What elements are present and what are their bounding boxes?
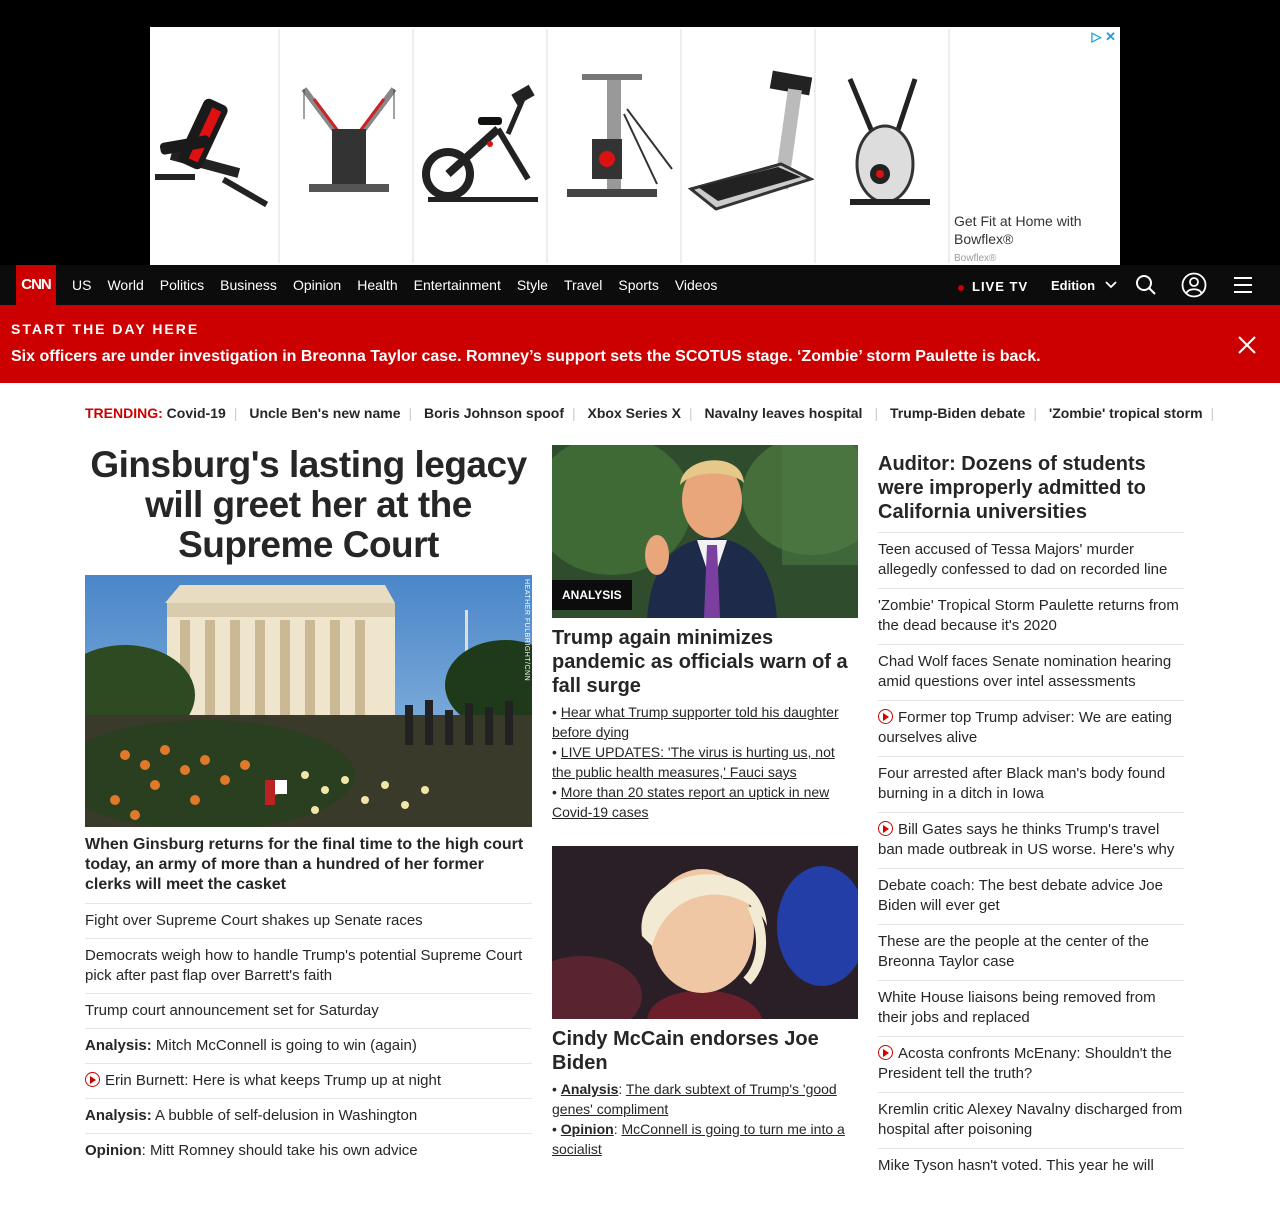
middle-column bbox=[552, 445, 858, 1159]
breaking-banner[interactable] bbox=[0, 305, 1280, 383]
trending-item[interactable]: Navalny leaves hospital bbox=[704, 405, 863, 421]
trending-bar: TRENDING: Covid-19 | Uncle Ben's new name | Boris Johnson spoof | Xbox Series X | Navalny leaves hospital | Trump-Biden debate | 'Zombie' tropical storm | bbox=[85, 405, 1215, 421]
live-dot-icon bbox=[958, 285, 964, 291]
close-icon[interactable] bbox=[1236, 334, 1258, 356]
nav-link-travel[interactable]: Travel bbox=[563, 277, 603, 293]
right-column bbox=[878, 452, 1184, 1184]
column-headline[interactable]: Auditor: Dozens of students were improperly admitted to California universities bbox=[878, 452, 1184, 533]
list-item[interactable]: Former top Trump adviser: We are eating ourselves alive bbox=[878, 701, 1184, 757]
search-icon[interactable] bbox=[1134, 273, 1158, 297]
related-link[interactable]: McConnell is going to turn me into a socialist bbox=[552, 1121, 845, 1157]
live-tv-label: LIVE TV bbox=[972, 279, 1029, 294]
nav-link-world[interactable]: World bbox=[107, 277, 144, 293]
list-item[interactable]: Bill Gates says he thinks Trump's travel ban made outbreak in US worse. Here's why bbox=[878, 813, 1184, 869]
list-item[interactable]: Analysis: Mitch McConnell is going to win (again) bbox=[85, 1029, 532, 1064]
nav-link-style[interactable]: Style bbox=[516, 277, 548, 293]
list-item[interactable]: Erin Burnett: Here is what keeps Trump up at night bbox=[85, 1064, 532, 1099]
menu-icon[interactable] bbox=[1231, 273, 1255, 297]
analysis-prefix[interactable]: Analysis bbox=[560, 1081, 619, 1097]
trending-item[interactable]: Uncle Ben's new name bbox=[249, 405, 401, 421]
analysis-badge: ANALYSIS bbox=[552, 580, 632, 610]
trending-label: TRENDING: bbox=[85, 405, 163, 421]
list-item[interactable]: Acosta confronts McEnany: Shouldn't the President tell the truth? bbox=[878, 1037, 1184, 1093]
list-item[interactable]: Teen accused of Tessa Majors' murder allegedly confessed to dad on recorded line bbox=[878, 533, 1184, 589]
related-links: • Hear what Trump supporter told his daughter before dying • LIVE UPDATES: 'The virus is hurting us, not the public health measures,' Fauci says • More than 20 states report an uptick in new Covid-19 cases bbox=[552, 704, 839, 820]
hero-headline[interactable]: Ginsburg's lasting legacy will greet her at the Supreme Court bbox=[90, 444, 527, 565]
trending-item[interactable]: Trump-Biden debate bbox=[889, 405, 1026, 421]
analysis-prefix: Analysis: bbox=[85, 1037, 152, 1054]
trending-item[interactable]: 'Zombie' tropical storm bbox=[1048, 405, 1203, 421]
trending-item[interactable]: Boris Johnson spoof bbox=[424, 405, 565, 421]
nav-link-business[interactable]: Business bbox=[220, 277, 277, 293]
list-item[interactable]: White House liaisons being removed from their jobs and replaced bbox=[878, 981, 1184, 1037]
ad-product-bench[interactable] bbox=[150, 29, 280, 263]
hero-caption[interactable]: When Ginsburg returns for the final time to the high court today, an army of more than a hundred of her former clerks will meet the casket bbox=[85, 835, 532, 904]
nav-link-health[interactable]: Health bbox=[357, 277, 398, 293]
list-item[interactable]: Opinion: Mitt Romney should take his own advice bbox=[85, 1142, 418, 1159]
nav-links bbox=[72, 265, 733, 305]
edition-label: Edition bbox=[1051, 278, 1096, 293]
list-item[interactable]: 'Zombie' Tropical Storm Paulette returns from the dead because it's 2020 bbox=[878, 589, 1184, 645]
play-icon bbox=[85, 1072, 100, 1087]
nav-link-opinion[interactable]: Opinion bbox=[292, 277, 342, 293]
ad-band bbox=[0, 0, 1280, 265]
play-icon bbox=[878, 709, 893, 724]
nav-link-videos[interactable]: Videos bbox=[674, 277, 718, 293]
edition-dropdown[interactable] bbox=[1051, 278, 1117, 293]
ad-product-home-gym[interactable] bbox=[284, 29, 414, 263]
nav-link-politics[interactable]: Politics bbox=[159, 277, 205, 293]
play-icon bbox=[878, 1045, 893, 1060]
card-headline[interactable]: Cindy McCain endorses Joe Biden bbox=[552, 1028, 819, 1074]
related-link[interactable]: More than 20 states report an uptick in new Covid-19 cases bbox=[552, 784, 830, 820]
nav-link-us[interactable]: US bbox=[72, 277, 92, 293]
ad-brand[interactable]: Bowflex® bbox=[954, 253, 997, 264]
live-tv-link[interactable] bbox=[958, 279, 1028, 294]
trending-item[interactable]: Covid-19 bbox=[166, 405, 226, 421]
ad-product-max-trainer[interactable] bbox=[820, 29, 950, 263]
list-item[interactable]: Mike Tyson hasn't voted. This year he will bbox=[878, 1157, 1154, 1174]
list-item[interactable]: Trump court announcement set for Saturday bbox=[85, 994, 532, 1029]
ad-headline[interactable]: Get Fit at Home with Bowflex® bbox=[954, 213, 1082, 247]
ad-product-treadmill[interactable] bbox=[686, 29, 816, 263]
list-item[interactable]: Democrats weigh how to handle Trump's potential Supreme Court pick after past flap over Barrett's faith bbox=[85, 939, 532, 994]
top-nav bbox=[0, 265, 1280, 305]
analysis-prefix: Analysis: bbox=[85, 1107, 152, 1124]
list-item[interactable]: Chad Wolf faces Senate nomination hearing amid questions over intel assessments bbox=[878, 645, 1184, 701]
nav-link-sports[interactable]: Sports bbox=[618, 277, 659, 293]
list-item[interactable]: Kremlin critic Alexey Navalny discharged from hospital after poisoning bbox=[878, 1093, 1184, 1149]
photo-credit: HEATHER FULBRIGHT/CNN bbox=[523, 579, 530, 682]
lead-column bbox=[85, 445, 532, 1168]
nav-link-entertainment[interactable]: Entertainment bbox=[413, 277, 501, 293]
list-item[interactable]: Four arrested after Black man's body found burning in a ditch in Iowa bbox=[878, 757, 1184, 813]
trump-image[interactable] bbox=[552, 445, 858, 618]
hero-image[interactable] bbox=[85, 575, 532, 827]
related-link[interactable]: The dark subtext of Trump's 'good genes' compliment bbox=[552, 1081, 837, 1117]
ad-product-exercise-bike[interactable] bbox=[418, 29, 548, 263]
chevron-down-icon bbox=[1105, 280, 1117, 290]
banner-text[interactable]: Six officers are under investigation in Breonna Taylor case. Romney’s support sets the SCOTUS stage. ‘Zombie’ storm Paulette is back. bbox=[11, 348, 1041, 365]
list-item[interactable]: These are the people at the center of the Breonna Taylor case bbox=[878, 925, 1184, 981]
related-link[interactable]: Hear what Trump supporter told his daughter before dying bbox=[552, 704, 839, 740]
related-link[interactable]: LIVE UPDATES: 'The virus is hurting us, not the public health measures,' Fauci says bbox=[552, 744, 835, 780]
opinion-prefix[interactable]: Opinion bbox=[560, 1121, 614, 1137]
ad-product-home-gym-rods[interactable] bbox=[552, 29, 682, 263]
list-item[interactable]: Debate coach: The best debate advice Joe Biden will ever get bbox=[878, 869, 1184, 925]
banner-kicker: START THE DAY HERE bbox=[11, 321, 200, 337]
ad-banner[interactable] bbox=[150, 27, 1120, 265]
ad-choices-icon[interactable]: ▷ ✕ bbox=[1091, 29, 1116, 44]
play-icon bbox=[878, 821, 893, 836]
mccain-image[interactable] bbox=[552, 846, 858, 1019]
trending-item[interactable]: Xbox Series X bbox=[587, 405, 681, 421]
list-item[interactable]: Fight over Supreme Court shakes up Senate races bbox=[85, 904, 532, 939]
account-icon[interactable] bbox=[1181, 272, 1207, 298]
opinion-prefix: Opinion bbox=[85, 1142, 142, 1159]
card-headline[interactable]: Trump again minimizes pandemic as officials warn of a fall surge bbox=[552, 627, 848, 697]
related-links: • Analysis: The dark subtext of Trump's 'good genes' compliment • Opinion: McConnell is going to turn me into a socialist bbox=[552, 1081, 845, 1157]
list-item[interactable]: Analysis: A bubble of self-delusion in Washington bbox=[85, 1099, 532, 1134]
cnn-logo[interactable]: CNN bbox=[16, 265, 56, 305]
